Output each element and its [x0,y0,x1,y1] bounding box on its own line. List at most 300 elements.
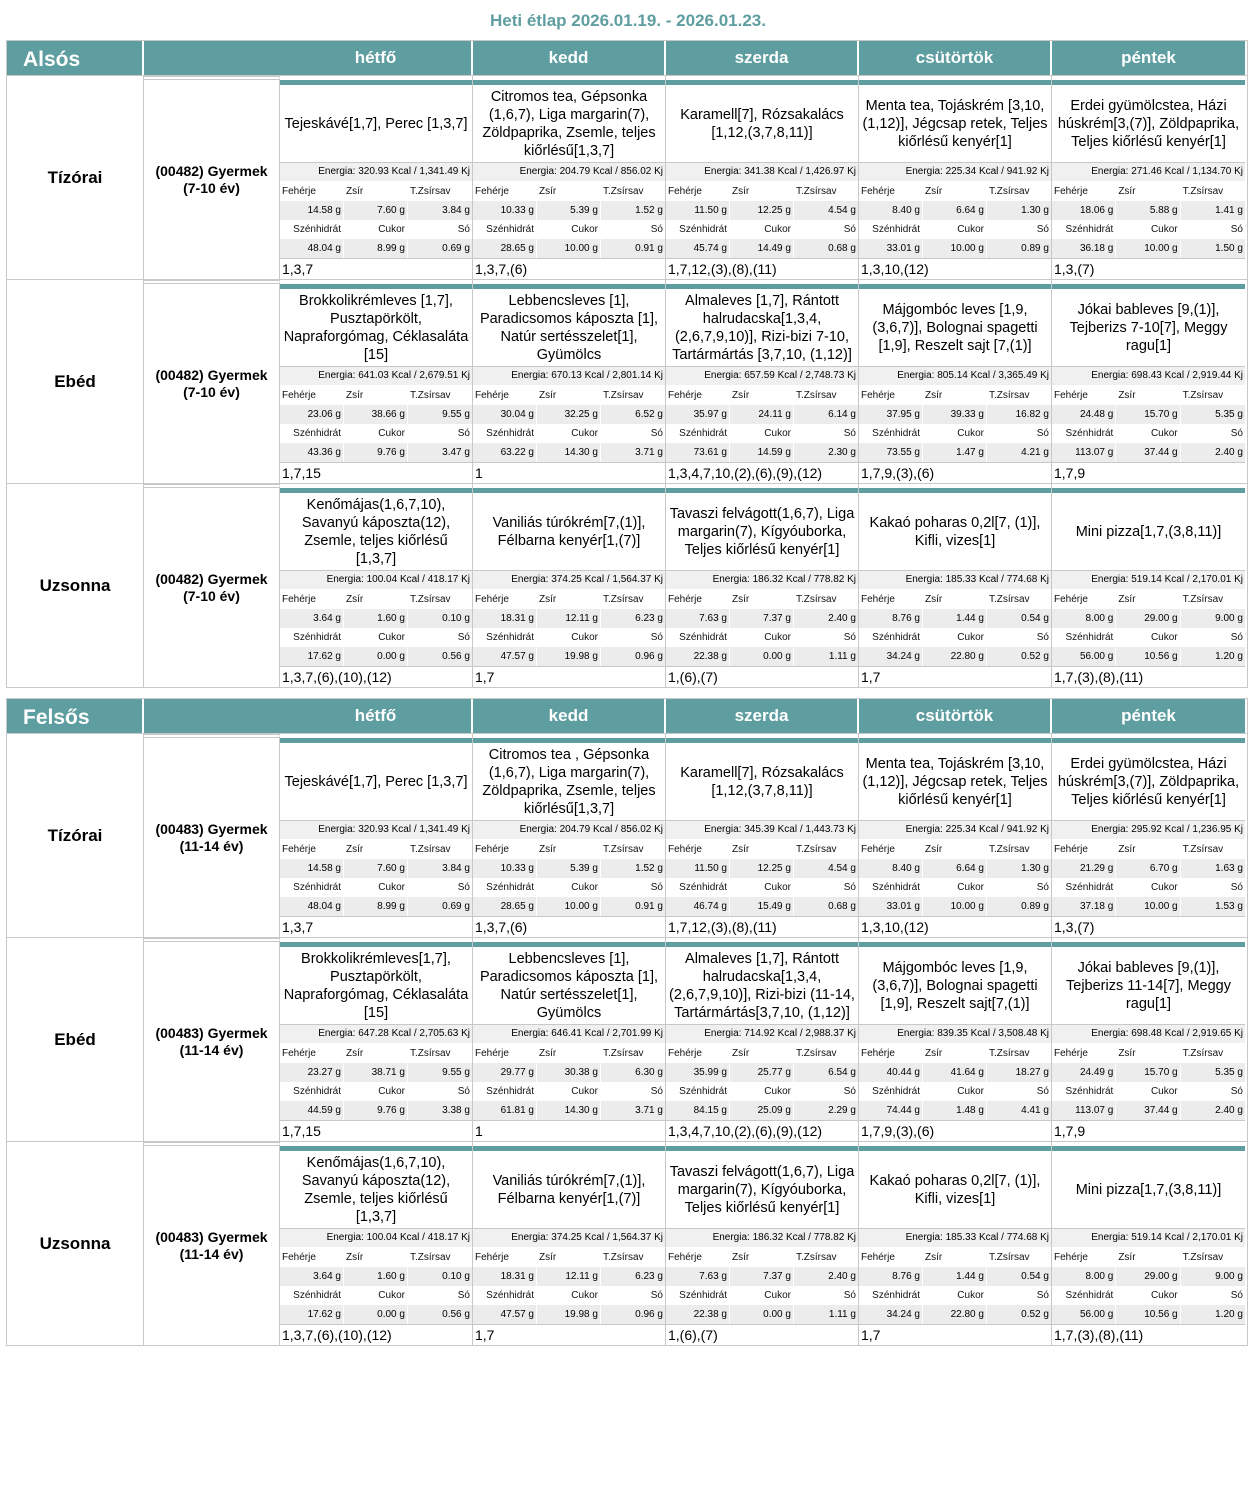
label-carb: Szénhidrát [473,220,537,239]
label-protein: Fehérje [280,1044,344,1063]
menu-cell [859,1142,1052,1345]
value-fat: 7.60 g [344,201,408,220]
label-protein: Fehérje [1052,840,1116,859]
label-protein: Fehérje [473,1044,537,1063]
label-protein: Fehérje [859,1044,923,1063]
value-carb: 56.00 g [1052,647,1116,666]
value-carb: 47.57 g [473,1305,537,1324]
label-satfat: T.Zsírsav [408,182,472,201]
menu-cell [473,76,666,279]
nutrient-labels-1 [280,386,472,405]
nutrient-values-2 [280,1101,472,1120]
value-carb: 34.24 g [859,1305,923,1324]
dish-description: Citromos tea , Gépsonka (1,6,7), Liga margarin(7), Zöldpaprika, Zsemle, teljes kiőrlésű[1,3,7] [473,743,665,821]
menu-cell [666,734,859,937]
energy-value: Energia: 100.04 Kcal / 418.17 Kj [280,571,472,590]
group-name: Alsós [7,41,144,75]
label-salt: Só [408,1286,472,1305]
value-carb: 47.57 g [473,647,537,666]
nutrient-values-1 [473,405,665,424]
dish-description: Karamell[7], Rózsakalács [1,12,(3,7,8,11)] [666,85,858,163]
label-sugar: Cukor [730,628,794,647]
nutrient-values-2 [666,647,858,666]
label-satfat: T.Zsírsav [601,1044,665,1063]
nutrient-values-1 [473,1063,665,1082]
label-carb: Szénhidrát [666,1286,730,1305]
value-satfat: 18.27 g [987,1063,1051,1082]
nutrient-values-2 [859,647,1051,666]
nutrient-labels-2 [473,878,665,897]
menu-cell [280,734,473,937]
label-satfat: T.Zsírsav [1181,182,1245,201]
day-header-csutortok: csütörtök [859,41,1052,75]
allergen-codes: 1,3,7 [280,258,472,279]
nutrient-values-2 [473,443,665,462]
value-protein: 29.77 g [473,1063,537,1082]
label-protein: Fehérje [666,840,730,859]
age-range: (11-14 év) [179,1041,244,1058]
day-header-kedd: kedd [473,41,666,75]
value-salt: 0.56 g [408,647,472,666]
value-carb: 33.01 g [859,897,923,916]
value-sugar: 9.76 g [344,1101,408,1120]
dish-description: Erdei gyümölcstea, Házi húskrém[3,(7)], Zöldpaprika, Teljes kiőrlésű kenyér[1] [1052,85,1245,163]
value-salt: 0.68 g [794,239,858,258]
nutrient-labels-2 [859,878,1051,897]
dish-description: Tavaszi felvágott(1,6,7), Liga margarin(7), Kígyóuborka, Teljes kiőrlésű kenyér[1] [666,1151,858,1229]
value-satfat: 0.10 g [408,1267,472,1286]
value-satfat: 16.82 g [987,405,1051,424]
menu-cell [280,938,473,1141]
value-carb: 17.62 g [280,647,344,666]
label-satfat: T.Zsírsav [794,386,858,405]
label-satfat: T.Zsírsav [987,1044,1051,1063]
label-satfat: T.Zsírsav [794,1248,858,1267]
value-carb: 28.65 g [473,239,537,258]
value-fat: 7.37 g [730,609,794,628]
nutrient-values-2 [666,1305,858,1324]
label-sugar: Cukor [923,628,987,647]
label-salt: Só [987,878,1051,897]
value-fat: 24.11 g [730,405,794,424]
value-sugar: 14.49 g [730,239,794,258]
value-satfat: 3.84 g [408,201,472,220]
label-protein: Fehérje [666,1248,730,1267]
value-carb: 28.65 g [473,897,537,916]
energy-value: Energia: 519.14 Kcal / 2,170.01 Kj [1052,1229,1245,1248]
label-satfat: T.Zsírsav [794,590,858,609]
value-salt: 0.52 g [987,647,1051,666]
dish-description: Vaniliás túrókrém[7,(1)], Félbarna kenyér[1,(7)] [473,1151,665,1229]
menu-cell [1052,484,1245,687]
value-fat: 25.77 g [730,1063,794,1082]
age-group [144,1142,280,1345]
nutrient-values-1 [280,859,472,878]
label-fat: Zsír [537,840,601,859]
value-fat: 1.60 g [344,609,408,628]
label-sugar: Cukor [537,878,601,897]
value-satfat: 0.54 g [987,1267,1051,1286]
nutrient-labels-1 [473,840,665,859]
label-fat: Zsír [923,182,987,201]
meal-row-ebed [7,279,1247,483]
day-header-pentek: péntek [1052,41,1245,75]
value-fat: 6.64 g [923,201,987,220]
label-fat: Zsír [730,1044,794,1063]
menu-cell [473,484,666,687]
value-fat: 12.11 g [537,1267,601,1286]
label-satfat: T.Zsírsav [601,182,665,201]
age-range: (7-10 év) [183,587,240,604]
label-sugar: Cukor [1116,628,1180,647]
menu-cell [473,734,666,937]
nutrient-labels-1 [859,386,1051,405]
label-protein: Fehérje [473,590,537,609]
menu-cell [666,280,859,483]
allergen-codes: 1,3,10,(12) [859,916,1051,937]
value-satfat: 4.54 g [794,201,858,220]
dish-description: Májgombóc leves [1,9, (3,6,7)], Bolognai spagetti [1,9], Reszelt sajt [7,(1)] [859,289,1051,367]
value-satfat: 6.23 g [601,609,665,628]
value-satfat: 1.52 g [601,201,665,220]
label-protein: Fehérje [859,1248,923,1267]
day-header-szerda: szerda [666,41,859,75]
nutrient-values-2 [666,1101,858,1120]
label-satfat: T.Zsírsav [408,386,472,405]
allergen-codes: 1,7,9 [1052,1120,1245,1141]
dish-description: Tejeskávé[1,7], Perec [1,3,7] [280,85,472,163]
value-salt: 4.21 g [987,443,1051,462]
energy-value: Energia: 295.92 Kcal / 1,236.95 Kj [1052,821,1245,840]
value-fat: 39.33 g [923,405,987,424]
label-fat: Zsír [923,840,987,859]
value-protein: 23.06 g [280,405,344,424]
label-salt: Só [794,878,858,897]
label-salt: Só [601,424,665,443]
allergen-codes: 1,3,7,(6) [473,258,665,279]
label-satfat: T.Zsírsav [1181,590,1245,609]
page-title: Heti étlap 2026.01.19. - 2026.01.23. [490,11,766,30]
label-fat: Zsír [344,182,408,201]
label-satfat: T.Zsírsav [408,840,472,859]
label-fat: Zsír [537,182,601,201]
label-protein: Fehérje [666,182,730,201]
allergen-codes: 1,3,4,7,10,(2),(6),(9),(12) [666,1120,858,1141]
label-carb: Szénhidrát [473,1286,537,1305]
menu-cell [280,76,473,279]
allergen-codes: 1,7,9,(3),(6) [859,1120,1051,1141]
menu-cell [859,484,1052,687]
allergen-codes: 1,(6),(7) [666,1324,858,1345]
menu-cell [666,1142,859,1345]
label-satfat: T.Zsírsav [1181,1248,1245,1267]
value-sugar: 19.98 g [537,1305,601,1324]
nutrient-labels-1 [280,182,472,201]
nutrient-labels-2 [859,424,1051,443]
label-protein: Fehérje [1052,386,1116,405]
nutrient-values-2 [280,647,472,666]
day-header-hetfo: hétfő [280,41,473,75]
label-sugar: Cukor [344,628,408,647]
energy-value: Energia: 646.41 Kcal / 2,701.99 Kj [473,1025,665,1044]
value-protein: 10.33 g [473,201,537,220]
label-protein: Fehérje [280,590,344,609]
nutrient-labels-1 [473,1248,665,1267]
value-salt: 2.40 g [1181,443,1245,462]
menu-cell [859,938,1052,1141]
value-sugar: 10.56 g [1116,647,1180,666]
value-salt: 1.11 g [794,647,858,666]
label-protein: Fehérje [859,840,923,859]
nutrient-labels-2 [666,878,858,897]
value-protein: 7.63 g [666,609,730,628]
age-group [144,938,280,1141]
nutrient-values-1 [1052,859,1245,878]
label-fat: Zsír [344,386,408,405]
dish-description: Almaleves [1,7], Rántott halrudacska[1,3,4, (2,6,7,9,10)], Rizi-bizi (11-14, Tartármártás[3,7,10, (1,12)] [666,947,858,1025]
value-sugar: 9.76 g [344,443,408,462]
label-satfat: T.Zsírsav [601,590,665,609]
label-fat: Zsír [730,182,794,201]
value-satfat: 6.23 g [601,1267,665,1286]
label-fat: Zsír [537,1248,601,1267]
dish-description: Lebbencsleves [1], Paradicsomos káposzta [1], Natúr sertésszelet[1], Gyümölcs [473,947,665,1025]
value-salt: 0.96 g [601,1305,665,1324]
nutrient-labels-1 [280,1248,472,1267]
energy-value: Energia: 698.43 Kcal / 2,919.44 Kj [1052,367,1245,386]
label-carb: Szénhidrát [1052,1082,1116,1101]
energy-value: Energia: 100.04 Kcal / 418.17 Kj [280,1229,472,1248]
meal-name: Tízórai [7,734,144,937]
nutrient-labels-2 [859,1286,1051,1305]
label-salt: Só [794,424,858,443]
nutrient-values-1 [473,1267,665,1286]
label-sugar: Cukor [344,1082,408,1101]
label-salt: Só [987,628,1051,647]
value-fat: 41.64 g [923,1063,987,1082]
menu-cell [1052,938,1245,1141]
label-sugar: Cukor [923,424,987,443]
label-sugar: Cukor [730,1286,794,1305]
energy-value: Energia: 345.39 Kcal / 1,443.73 Kj [666,821,858,840]
energy-value: Energia: 374.25 Kcal / 1,564.37 Kj [473,1229,665,1248]
menu-cell [1052,76,1245,279]
value-satfat: 1.30 g [987,859,1051,878]
dish-description: Kenőmájas(1,6,7,10), Savanyú káposzta(12), Zsemle, teljes kiőrlésű [1,3,7] [280,1151,472,1229]
value-salt: 0.96 g [601,647,665,666]
value-protein: 18.31 g [473,609,537,628]
value-carb: 34.24 g [859,647,923,666]
dish-description: Vaniliás túrókrém[7,(1)], Félbarna kenyér[1,(7)] [473,493,665,571]
energy-value: Energia: 185.33 Kcal / 774.68 Kj [859,571,1051,590]
allergen-codes: 1,7,9,(3),(6) [859,462,1051,483]
allergen-codes: 1,(6),(7) [666,666,858,687]
label-carb: Szénhidrát [859,220,923,239]
energy-value: Energia: 225.34 Kcal / 941.92 Kj [859,821,1051,840]
allergen-codes: 1 [473,1120,665,1141]
nutrient-labels-1 [473,590,665,609]
value-sugar: 14.30 g [537,1101,601,1120]
nutrient-values-2 [666,239,858,258]
label-sugar: Cukor [1116,878,1180,897]
value-fat: 1.44 g [923,609,987,628]
value-carb: 48.04 g [280,897,344,916]
nutrient-values-2 [859,897,1051,916]
value-carb: 73.55 g [859,443,923,462]
nutrient-values-2 [859,1305,1051,1324]
value-carb: 43.36 g [280,443,344,462]
energy-value: Energia: 320.93 Kcal / 1,341.49 Kj [280,163,472,182]
label-sugar: Cukor [344,878,408,897]
allergen-codes: 1 [473,462,665,483]
label-salt: Só [987,1286,1051,1305]
label-satfat: T.Zsírsav [987,386,1051,405]
energy-value: Energia: 714.92 Kcal / 2,988.37 Kj [666,1025,858,1044]
label-fat: Zsír [344,1248,408,1267]
value-protein: 3.64 g [280,609,344,628]
value-carb: 48.04 g [280,239,344,258]
dish-description: Citromos tea, Gépsonka (1,6,7), Liga margarin(7), Zöldpaprika, Zsemle, teljes kiőrlésű[1,3,7] [473,85,665,163]
menu-block-felsos [6,698,1248,1346]
value-satfat: 0.54 g [987,609,1051,628]
value-satfat: 9.00 g [1181,1267,1245,1286]
value-carb: 63.22 g [473,443,537,462]
meal-row-uzsonna [7,1141,1247,1345]
label-sugar: Cukor [730,424,794,443]
label-carb: Szénhidrát [859,878,923,897]
value-satfat: 3.84 g [408,859,472,878]
nutrient-values-2 [1052,897,1245,916]
value-salt: 4.41 g [987,1101,1051,1120]
age-range: (11-14 év) [179,837,244,854]
value-sugar: 0.00 g [730,1305,794,1324]
label-carb: Szénhidrát [1052,220,1116,239]
value-fat: 12.25 g [730,859,794,878]
value-fat: 38.71 g [344,1063,408,1082]
label-protein: Fehérje [1052,1044,1116,1063]
value-salt: 0.89 g [987,239,1051,258]
nutrient-labels-1 [666,590,858,609]
allergen-codes: 1,7 [859,666,1051,687]
nutrient-labels-2 [666,220,858,239]
label-salt: Só [408,424,472,443]
label-carb: Szénhidrát [280,878,344,897]
age-group [144,280,280,483]
menu-cell [280,280,473,483]
value-fat: 15.70 g [1116,405,1180,424]
value-sugar: 19.98 g [537,647,601,666]
dish-description: Brokkolikrémleves [1,7], Pusztapörkölt, Napraforgómag, Céklasaláta [15] [280,289,472,367]
value-sugar: 10.00 g [923,897,987,916]
energy-value: Energia: 320.93 Kcal / 1,341.49 Kj [280,821,472,840]
age-range: (7-10 év) [183,179,240,196]
label-salt: Só [601,1286,665,1305]
value-satfat: 9.55 g [408,405,472,424]
allergen-codes: 1,7 [859,1324,1051,1345]
value-fat: 6.64 g [923,859,987,878]
menu-block-alsos [6,40,1248,688]
value-protein: 11.50 g [666,201,730,220]
value-sugar: 15.49 g [730,897,794,916]
value-satfat: 6.14 g [794,405,858,424]
meal-row-ebed [7,937,1247,1141]
nutrient-values-1 [280,405,472,424]
value-sugar: 8.99 g [344,897,408,916]
label-sugar: Cukor [923,1286,987,1305]
value-fat: 5.39 g [537,859,601,878]
value-carb: 84.15 g [666,1101,730,1120]
energy-value: Energia: 698.48 Kcal / 2,919.65 Kj [1052,1025,1245,1044]
nutrient-labels-2 [1052,628,1245,647]
header-row [7,41,1247,75]
label-protein: Fehérje [666,590,730,609]
nutrient-labels-1 [1052,1044,1245,1063]
value-carb: 17.62 g [280,1305,344,1324]
nutrient-values-2 [280,897,472,916]
label-satfat: T.Zsírsav [987,1248,1051,1267]
label-satfat: T.Zsírsav [601,386,665,405]
nutrient-values-2 [1052,239,1245,258]
value-carb: 61.81 g [473,1101,537,1120]
value-carb: 36.18 g [1052,239,1116,258]
value-salt: 2.30 g [794,443,858,462]
allergen-codes: 1,7,(3),(8),(11) [1052,666,1245,687]
nutrient-values-2 [666,897,858,916]
energy-value: Energia: 271.46 Kcal / 1,134.70 Kj [1052,163,1245,182]
menu-cell [1052,1142,1245,1345]
energy-value: Energia: 641.03 Kcal / 2,679.51 Kj [280,367,472,386]
value-salt: 0.69 g [408,239,472,258]
value-satfat: 1.41 g [1181,201,1245,220]
nutrient-values-2 [473,897,665,916]
value-carb: 22.38 g [666,1305,730,1324]
value-satfat: 6.54 g [794,1063,858,1082]
value-sugar: 10.00 g [537,239,601,258]
meal-name: Ebéd [7,938,144,1141]
label-fat: Zsír [344,590,408,609]
value-sugar: 14.30 g [537,443,601,462]
label-satfat: T.Zsírsav [794,840,858,859]
label-salt: Só [408,878,472,897]
meal-name: Uzsonna [7,1142,144,1345]
label-carb: Szénhidrát [1052,1286,1116,1305]
energy-value: Energia: 519.14 Kcal / 2,170.01 Kj [1052,571,1245,590]
label-protein: Fehérje [280,386,344,405]
nutrient-labels-1 [473,386,665,405]
value-carb: 113.07 g [1052,1101,1116,1120]
nutrient-values-2 [280,239,472,258]
value-protein: 14.58 g [280,859,344,878]
value-salt: 3.71 g [601,443,665,462]
value-sugar: 10.00 g [1116,897,1180,916]
nutrient-labels-2 [280,1082,472,1101]
value-satfat: 1.30 g [987,201,1051,220]
label-fat: Zsír [730,590,794,609]
nutrient-labels-1 [1052,590,1245,609]
dish-description: Tavaszi felvágott(1,6,7), Liga margarin(7), Kígyóuborka, Teljes kiőrlésű kenyér[1] [666,493,858,571]
value-satfat: 1.63 g [1181,859,1245,878]
label-salt: Só [1181,1286,1245,1305]
age-group [144,734,280,937]
value-sugar: 37.44 g [1116,1101,1180,1120]
value-sugar: 1.47 g [923,443,987,462]
nutrient-labels-2 [280,1286,472,1305]
dish-description: Jókai bableves [9,(1)], Tejberizs 7-10[7], Meggy ragu[1] [1052,289,1245,367]
dish-description: Kenőmájas(1,6,7,10), Savanyú káposzta(12), Zsemle, teljes kiőrlésű [1,3,7] [280,493,472,571]
label-satfat: T.Zsírsav [794,182,858,201]
label-fat: Zsír [923,1044,987,1063]
label-salt: Só [794,1286,858,1305]
